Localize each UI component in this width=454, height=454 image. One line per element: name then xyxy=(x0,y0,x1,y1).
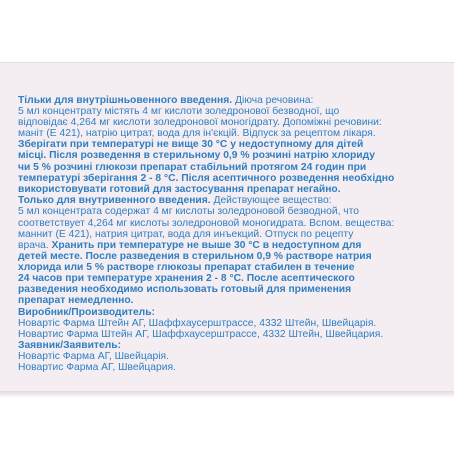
bold-text: Только для внутривенного введения. xyxy=(18,195,211,207)
bold-text: Зберігати при температурі не вище 30 °С у недоступному для дітей xyxy=(18,139,364,151)
bold-text: місці. Після розведення в стерильному 0,9 % розчині натрію хлориду xyxy=(18,150,376,162)
bold-text: Виробник/Производитель: xyxy=(18,306,155,318)
bold-text: 24 часов при температуре хранения 2 - 8 °С. После асептического xyxy=(18,273,355,284)
text-line xyxy=(18,150,448,161)
bold-text: температурі зберігання 2 - 8 °С. Після асептичного розведення необхідно xyxy=(18,172,395,184)
text-line xyxy=(18,95,448,106)
package-edge-shadow xyxy=(0,392,454,398)
text-line xyxy=(18,139,448,150)
regular-text: соответствует 4,264 мг кислоты золедроновой моногидрата. Вспом. вещества: xyxy=(18,217,395,229)
regular-text: відповідає 4,264 мг кислоти золедронової моногідрату. Допоміжні речовини: xyxy=(18,117,382,129)
regular-text: Действующее вещество: xyxy=(210,195,332,207)
text-line xyxy=(18,128,448,139)
text-line xyxy=(18,251,448,262)
regular-text: 5 мл концентрату містять 4 мг кислоти золедронової безводної, що xyxy=(18,106,340,118)
ukrainian-instructions xyxy=(18,95,448,195)
text-line xyxy=(18,262,448,273)
regular-text: маніт (Е 421), натрію цитрат, вода для ін'єкцій. Відпуск за рецептом лікаря. xyxy=(18,128,376,140)
text-line xyxy=(18,307,448,318)
regular-text: врача. xyxy=(18,239,49,251)
text-line xyxy=(18,273,448,284)
bold-text: використовувати готовий для застосування препарат негайно. xyxy=(18,183,341,195)
text-line xyxy=(18,195,448,206)
regular-text: маннит (Е 421), натрия цитрат, вода для инъекций. Отпуск по рецепту xyxy=(18,228,354,240)
text-line xyxy=(18,117,448,128)
bold-text: разведения необходимо использовать готовый для применения xyxy=(18,284,352,296)
text-line xyxy=(18,340,448,351)
package-label-text xyxy=(18,95,448,373)
russian-instructions xyxy=(18,195,448,306)
text-line xyxy=(18,184,448,195)
bold-text: Заявник/Заявитель: xyxy=(18,340,121,352)
regular-text: Новартіс Фарма Штейн АГ, Шаффхаусерштрассе, 4332 Штейн, Швейцарія. xyxy=(18,317,377,329)
text-line xyxy=(18,284,448,295)
bold-text: препарат немедленно. xyxy=(18,295,134,307)
text-line xyxy=(18,229,448,240)
text-line xyxy=(18,351,448,362)
regular-text: Новартіс Фарма АГ, Швейцарія. xyxy=(18,351,169,363)
regular-text: Новартис Фарма АГ, Швейцария. xyxy=(18,362,176,374)
text-line xyxy=(18,295,448,306)
regular-text: 5 мл концентрата содержат 4 мг кислоты золедроновой безводной, что xyxy=(18,206,360,218)
text-line xyxy=(18,329,448,340)
bold-text: хлорида или 5 % растворе глюкозы препарат стабилен в течение xyxy=(18,261,355,273)
text-line xyxy=(18,106,448,117)
bold-text: Хранить при температуре не выше 30 °С в недоступном для xyxy=(48,239,362,251)
regular-text: Діюча речовина: xyxy=(232,95,314,106)
text-line xyxy=(18,218,448,229)
bold-text: детей месте. После разведения в стерильном 0,9 % растворе натрия xyxy=(18,250,372,262)
text-line xyxy=(18,240,448,251)
manufacturer-info xyxy=(18,307,448,374)
text-line xyxy=(18,173,448,184)
text-line xyxy=(18,318,448,329)
regular-text: Новартис Фарма Штейн АГ, Шаффхаусерштрассе, 4332 Штейн, Швейцария. xyxy=(18,328,384,340)
text-line xyxy=(18,206,448,217)
bold-text: чи 5 % розчині глюкози препарат стабільний протягом 24 годин при xyxy=(18,161,367,173)
text-line xyxy=(18,162,448,173)
text-line xyxy=(18,362,448,373)
bold-text: Тільки для внутрішньовенного введення. xyxy=(18,95,233,106)
